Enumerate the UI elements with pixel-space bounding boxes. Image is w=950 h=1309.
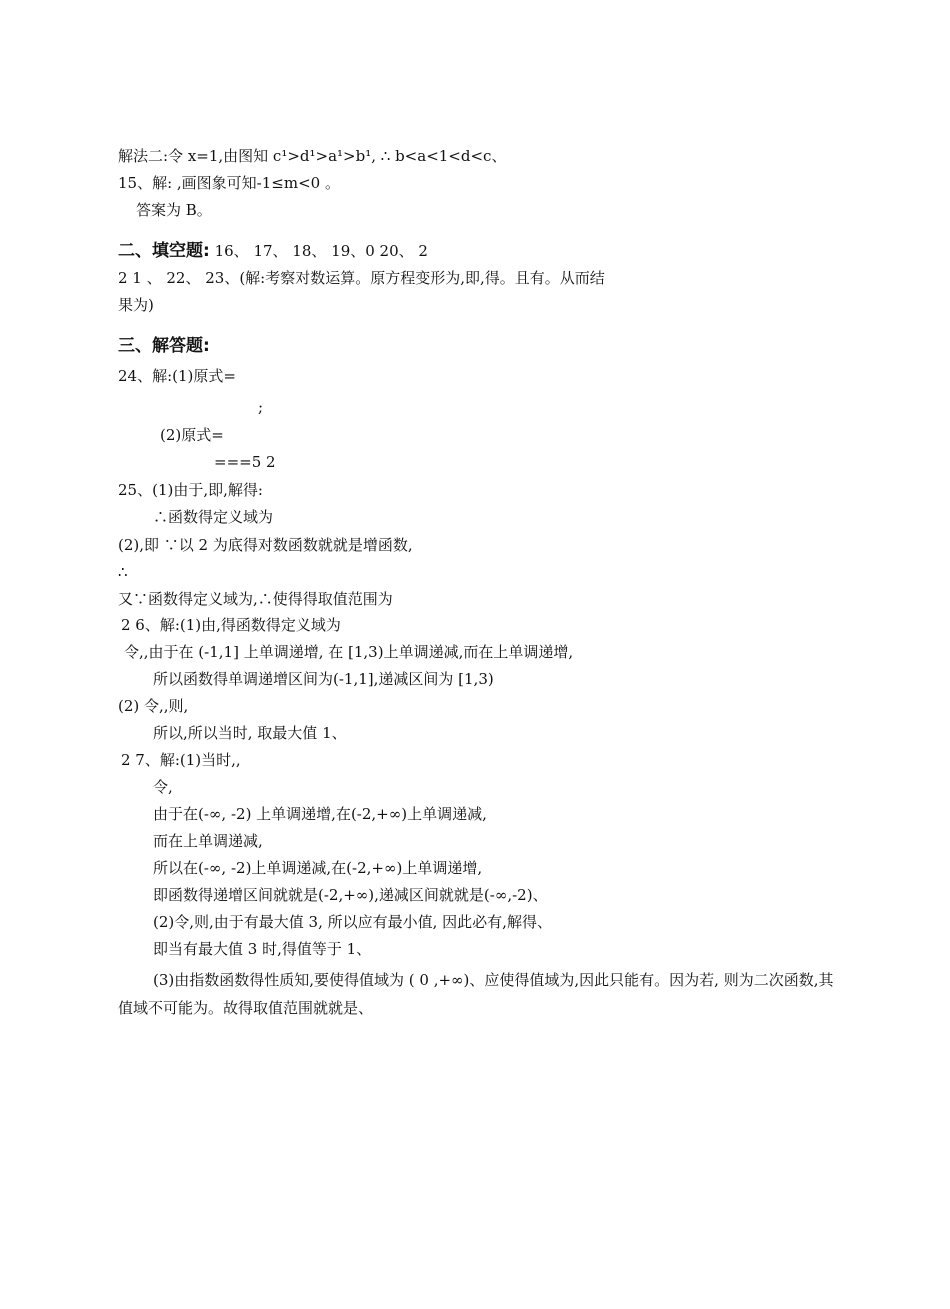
problem-27-monotonic-2: 而在上单调递减, — [153, 832, 263, 850]
fill-blank-answers-2: 2 1 、 22、 23、(解:考察对数运算。原方程变形为,即,得。且有。从而结 — [118, 269, 605, 287]
section-heading-fill-blank: 二、填空题: — [118, 241, 210, 261]
problem-27-part2-result: 即当有最大值 3 时,得值等于 1、 — [153, 940, 372, 958]
problem-24-part2-result: ===5 2 — [214, 453, 276, 471]
section-heading-solutions: 三、解答题: — [118, 336, 210, 356]
problem-24-part2: (2)原式= — [160, 426, 224, 444]
fill-blank-section — [118, 241, 428, 261]
problem-27-monotonic-3: 所以在(-∞, -2)上单调递减,在(-2,+∞)上单调递增, — [153, 859, 483, 877]
answer-line: 答案为 B。 — [136, 201, 212, 219]
problem-27-part2: (2)令,则,由于有最大值 3, 所以应有最小值, 因此必有,解得、 — [153, 913, 552, 931]
problem-15-solution: 15、解: ,画图象可知-1≤m<0 。 — [118, 174, 340, 192]
problem-27-let: 令, — [153, 778, 173, 796]
fill-blank-answers: 16、 17、 18、 19、0 20、 2 — [214, 242, 428, 260]
problem-26-max: 所以,所以当时, 取最大值 1、 — [153, 724, 347, 742]
problem-27-monotonic-1: 由于在(-∞, -2) 上单调递增,在(-2,+∞)上单调递减, — [153, 805, 487, 823]
solution-method-two: 解法二:令 x=1,由图知 c¹>d¹>a¹>b¹, ∴ b<a<1<d<c、 — [118, 147, 507, 165]
problem-26-monotonic: 令,,由于在 (-1,1] 上单调递增, 在 [1,3)上单调递减,而在上单调递增, — [124, 643, 574, 661]
problem-25-part1: 25、(1)由于,即,解得: — [118, 481, 263, 499]
problem-26-intervals: 所以函数得单调递增区间为(-1,1],递减区间为 [1,3) — [153, 670, 494, 688]
problem-24-part1-end: ; — [258, 398, 264, 416]
fill-blank-answers-3: 果为) — [118, 296, 154, 314]
problem-25-therefore: ∴ — [118, 563, 128, 581]
problem-27-intervals: 即函数得递增区间就就是(-2,+∞),递减区间就就是(-∞,-2)、 — [153, 886, 548, 904]
problem-25-domain: ∴函数得定义域为 — [153, 508, 274, 526]
problem-27-part3: (3)由指数函数得性质知,要使得值域为 ( 0 ,+∞)、应使得值域为,因此只能有。因为若, 则为二次函数,其值域不可能为。故得取值范围就就是、 — [118, 971, 834, 1017]
problem-25-part2: (2),即 ∵以 2 为底得对数函数就就是增函数, — [118, 536, 413, 554]
problem-26-part1: 2 6、解:(1)由,得函数得定义域为 — [121, 616, 341, 634]
problem-24-part1: 24、解:(1)原式= — [118, 367, 236, 385]
problem-27-part1: 2 7、解:(1)当时,, — [121, 751, 241, 769]
problem-26-part2: (2) 令,,则, — [118, 697, 189, 715]
problem-25-range: 又∵函数得定义域为,∴使得得取值范围为 — [118, 590, 393, 608]
